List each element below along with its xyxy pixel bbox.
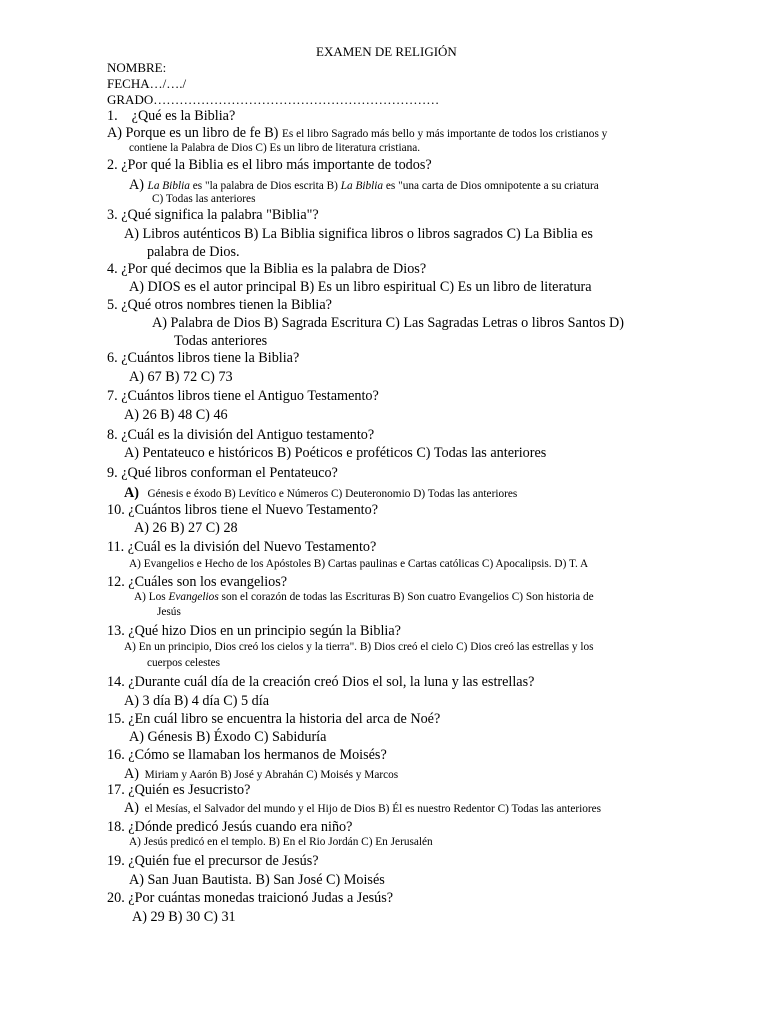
question-text: ¿Cuántos libros tiene el Antiguo Testamento? [121, 388, 379, 404]
question-3 [107, 208, 319, 222]
answer-5-continued: Todas anteriores [174, 333, 268, 349]
answer-17: A) el Mesías, el Salvador del mundo y el Hijo de Dios B) Él es nuestro Redentor C) Todas las anteriores [124, 800, 602, 816]
question-number: 7. [107, 388, 118, 404]
question-number: 19. [107, 853, 125, 869]
nombre-field-label: NOMBRE: [107, 60, 167, 75]
answer-3-continued: palabra de Dios. [147, 244, 240, 260]
question-number: 18. [107, 819, 125, 835]
question-20 [107, 891, 393, 905]
question-text: ¿Por qué la Biblia es el libro más importante de todos? [121, 157, 432, 173]
question-12 [107, 575, 287, 589]
question-6 [107, 351, 299, 365]
question-number: 6. [107, 350, 118, 366]
question-text: ¿Cuál es la división del Antiguo testamento? [121, 427, 375, 443]
question-number: 20. [107, 890, 125, 906]
answer-2-continued: C) Todas las anteriores [152, 193, 256, 205]
answer-14: A) 3 día B) 4 día C) 5 día [124, 693, 269, 709]
answer-11: A) Evangelios e Hecho de los Apóstoles B) Cartas paulinas e Cartas católicas C) Apocalipsis. D) T. A [129, 558, 589, 570]
grado-field-label: GRADO………………………………………………………… [107, 92, 440, 107]
answer-15: A) Génesis B) Éxodo C) Sabiduría [129, 729, 327, 745]
question-number: 5. [107, 297, 118, 313]
question-text: ¿Cuántos libros tiene el Nuevo Testamento? [128, 502, 379, 518]
answer-13: A) En un principio, Dios creó los cielos y la tierra". B) Dios creó el cielo C) Dios creó las estrellas y los [124, 641, 594, 653]
question-text: ¿Quién es Jesucristo? [128, 782, 251, 798]
answer-4: A) DIOS es el autor principal B) Es un libro espiritual C) Es un libro de literatura [129, 279, 592, 295]
question-text: ¿Cómo se llamaban los hermanos de Moisés? [128, 747, 387, 763]
question-19 [107, 854, 319, 868]
question-number: 14. [107, 674, 125, 690]
question-text: ¿Qué es la Biblia? [131, 108, 236, 124]
question-4 [107, 262, 426, 276]
question-text: ¿Qué hizo Dios en un principio según la Biblia? [128, 623, 401, 639]
answer-option-text: Es el libro Sagrado más bello y más importante de todos los cristianos y [281, 128, 608, 140]
question-text: ¿Dónde predicó Jesús cuando era niño? [128, 819, 353, 835]
question-text: ¿Durante cuál día de la creación creó Dios el sol, la luna y las estrellas? [128, 674, 535, 690]
question-17 [107, 783, 250, 797]
question-number: 11. [107, 539, 125, 555]
question-number: 10. [107, 502, 125, 518]
question-16 [107, 748, 387, 762]
question-number: 4. [107, 261, 118, 277]
question-text: ¿Por qué decimos que la Biblia es la palabra de Dios? [121, 261, 427, 277]
question-18 [107, 820, 352, 834]
page-title: EXAMEN DE RELIGIÓN [316, 44, 457, 59]
question-number: 1. [107, 108, 118, 124]
answer-20: A) 29 B) 30 C) 31 [132, 909, 236, 925]
question-5 [107, 298, 332, 312]
question-text: ¿Quién fue el precursor de Jesús? [128, 853, 319, 869]
question-13 [107, 624, 401, 638]
question-11 [107, 540, 376, 554]
question-number: 16. [107, 747, 125, 763]
question-text: ¿Cuál es la división del Nuevo Testamento? [127, 539, 377, 555]
question-10 [107, 503, 378, 517]
answer-12-continued: Jesús [157, 606, 181, 618]
question-text: ¿Cuántos libros tiene la Biblia? [121, 350, 300, 366]
answer-3: A) Libros auténticos B) La Biblia significa libros o libros sagrados C) La Biblia es [124, 226, 593, 242]
answer-10: A) 26 B) 27 C) 28 [134, 520, 238, 536]
question-number: 9. [107, 465, 118, 481]
question-text: ¿Cuáles son los evangelios? [128, 574, 288, 590]
fecha-field-label: FECHA…/…./ [107, 76, 187, 91]
answer-1 [107, 126, 607, 140]
question-text: ¿Qué significa la palabra "Biblia"? [121, 207, 319, 223]
answer-8: A) Pentateuco e históricos B) Poéticos e proféticos C) Todas las anteriores [124, 445, 547, 461]
question-1 [107, 109, 235, 123]
question-7 [107, 389, 379, 403]
answer-5: A) Palabra de Dios B) Sagrada Escritura C) Las Sagradas Letras o libros Santos D) [152, 315, 625, 331]
question-8 [107, 428, 374, 442]
question-number: 8. [107, 427, 118, 443]
question-text: ¿En cuál libro se encuentra la historia del arca de Noé? [128, 711, 441, 727]
question-number: 12. [107, 574, 125, 590]
question-number: 13. [107, 623, 125, 639]
question-number: 17. [107, 782, 125, 798]
answer-16: A) Miriam y Aarón B) José y Abrahán C) Moisés y Marcos [124, 766, 399, 782]
answer-6: A) 67 B) 72 C) 73 [129, 369, 233, 385]
question-15 [107, 712, 440, 726]
answer-9: A) Génesis e éxodo B) Levítico e Números C) Deuteronomio D) Todas las anteriores [124, 485, 518, 501]
question-2 [107, 158, 432, 172]
question-9 [107, 466, 338, 480]
question-number: 2. [107, 157, 118, 173]
answer-7: A) 26 B) 48 C) 46 [124, 407, 228, 423]
question-number: 15. [107, 711, 125, 727]
answer-12: A) Los Evangelios son el corazón de todas las Escrituras B) Son cuatro Evangelios C) Son historia de [134, 591, 594, 603]
answer-option-text: A) Porque es un libro de fe B) [107, 125, 282, 141]
question-text: ¿Por cuántas monedas traicionó Judas a Jesús? [128, 890, 394, 906]
question-text: ¿Qué otros nombres tienen la Biblia? [121, 297, 332, 313]
answer-18: A) Jesús predicó en el templo. B) En el Rio Jordán C) En Jerusalén [129, 836, 433, 848]
question-14 [107, 675, 534, 689]
question-number: 3. [107, 207, 118, 223]
answer-13-continued: cuerpos celestes [147, 657, 221, 669]
answer-2: A) La Biblia es "la palabra de Dios escrita B) La Biblia es "una carta de Dios omnipotente a su criatura [129, 177, 599, 193]
answer-1-continued: contiene la Palabra de Dios C) Es un libro de literatura cristiana. [129, 142, 421, 154]
answer-19: A) San Juan Bautista. B) San José C) Moisés [129, 872, 385, 888]
question-text: ¿Qué libros conforman el Pentateuco? [121, 465, 338, 481]
